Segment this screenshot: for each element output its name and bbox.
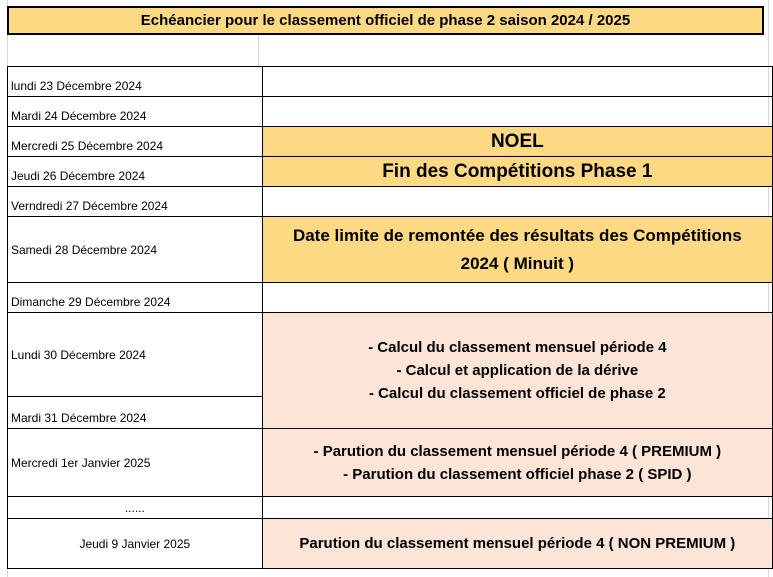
event-cell[interactable]: [262, 187, 772, 217]
table-row: [8, 283, 773, 313]
spreadsheet-gridline: [258, 35, 259, 66]
date-cell[interactable]: Mercredi 25 Décembre 2024: [8, 127, 263, 157]
table-row: [8, 519, 773, 569]
table-row: [8, 313, 773, 397]
date-cell[interactable]: Samedi 28 Décembre 2024: [8, 217, 263, 283]
date-cell[interactable]: Mardi 31 Décembre 2024: [8, 397, 263, 429]
event-cell[interactable]: [262, 497, 772, 519]
event-line: Date limite de remontée des résultats des Compétitions: [292, 225, 742, 245]
table-row: [8, 497, 773, 519]
event-cell[interactable]: [262, 283, 772, 313]
event-line: - Parution du classement officiel phase 2 ( SPID ): [343, 465, 692, 483]
date-cell[interactable]: Lundi 30 Décembre 2024: [8, 313, 263, 397]
table-row: [8, 127, 773, 157]
schedule-table: [7, 66, 773, 569]
date-cell[interactable]: Mardi 24 Décembre 2024: [8, 97, 263, 127]
date-cell[interactable]: Dimanche 29 Décembre 2024: [8, 283, 263, 313]
date-cell[interactable]: Jeudi 9 Janvier 2025: [8, 519, 263, 569]
date-cell[interactable]: lundi 23 Décembre 2024: [8, 67, 263, 97]
table-row: [8, 97, 773, 127]
event-line: 2024 ( Minuit ): [460, 253, 574, 273]
event-line: - Calcul du classement mensuel période 4: [368, 339, 667, 356]
event-cell[interactable]: [262, 97, 772, 127]
event-cell-date-limite[interactable]: [262, 217, 772, 283]
schedule-title: Echéancier pour le classement officiel de phase 2 saison 2024 / 2025: [7, 6, 764, 35]
table-row: [8, 157, 773, 187]
event-cell-fin-phase-1[interactable]: Fin des Compétitions Phase 1: [262, 157, 772, 187]
table-row: [8, 217, 773, 283]
event-cell-noel[interactable]: NOEL: [262, 127, 772, 157]
date-cell[interactable]: Jeudi 26 Décembre 2024: [8, 157, 263, 187]
event-line: - Parution du classement mensuel période 4 ( PREMIUM ): [313, 442, 722, 460]
date-cell-ellipsis[interactable]: ......: [8, 497, 263, 519]
table-row: [8, 429, 773, 497]
event-cell-non-premium[interactable]: Parution du classement mensuel période 4 ( NON PREMIUM ): [262, 519, 772, 569]
event-cell-calculs[interactable]: [262, 313, 772, 429]
event-cell-parutions[interactable]: [262, 429, 772, 497]
date-cell[interactable]: Verndredi 27 Décembre 2024: [8, 187, 263, 217]
event-line: - Calcul du classement officiel de phase 2: [368, 385, 666, 402]
table-row: [8, 187, 773, 217]
event-line: - Calcul et application de la dérive: [396, 362, 639, 379]
date-cell[interactable]: Mercredi 1er Janvier 2025: [8, 429, 263, 497]
event-cell[interactable]: [262, 67, 772, 97]
table-row: [8, 67, 773, 97]
